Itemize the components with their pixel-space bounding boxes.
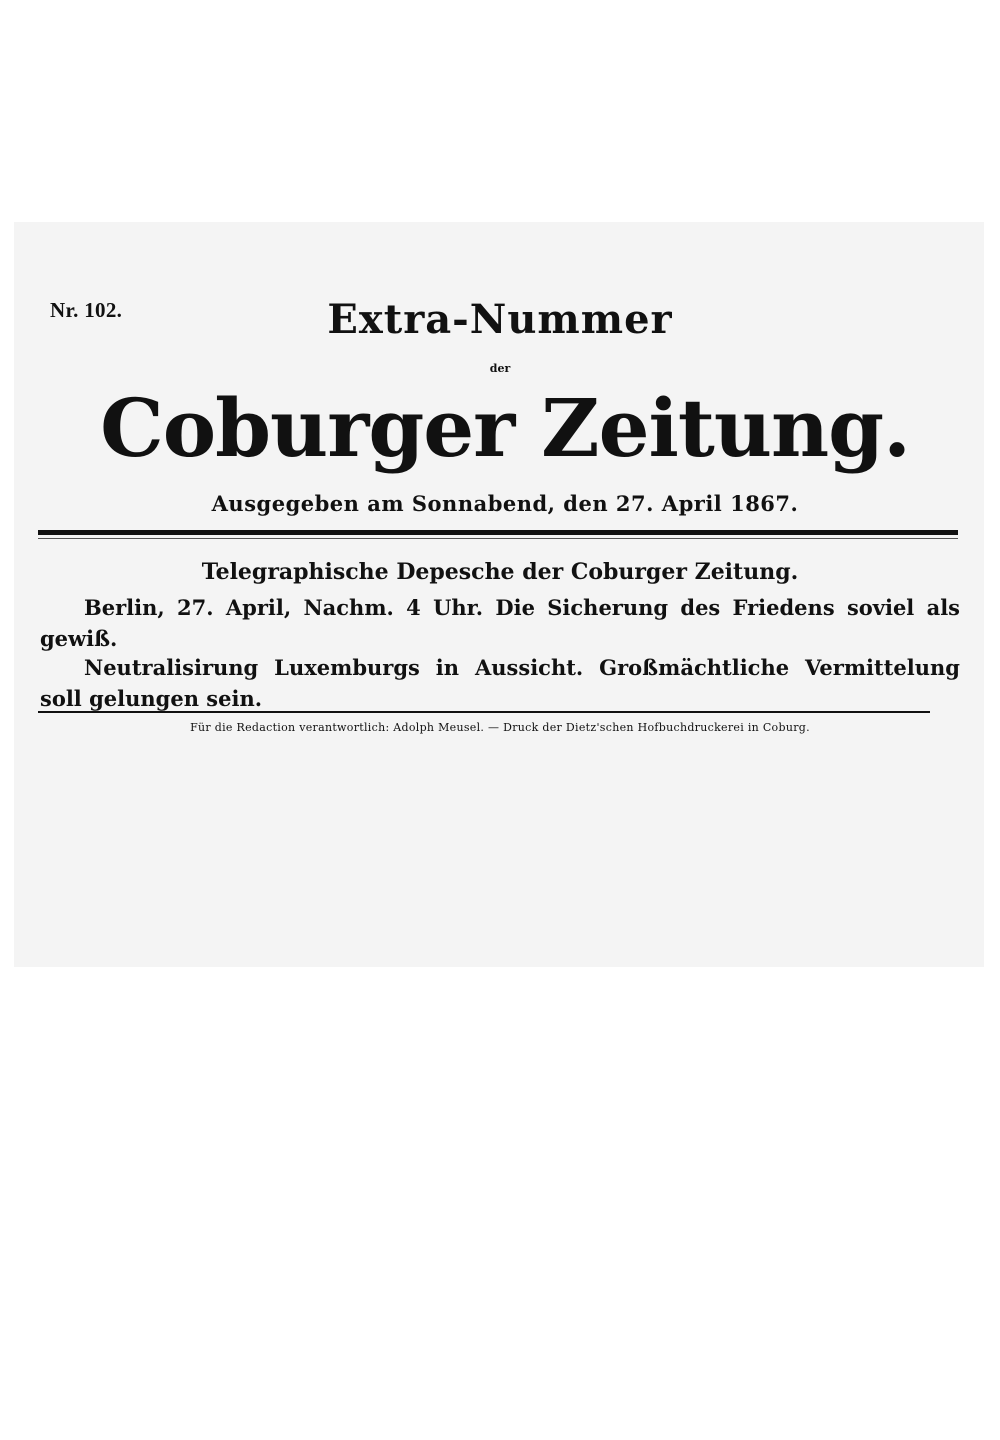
issue-number: Nr. 102. xyxy=(50,298,123,322)
masthead-der: der xyxy=(489,362,511,375)
issue-date-line: Ausgegeben am Sonnabend, den 27. April 1867. xyxy=(211,491,799,516)
newspaper-name: Coburger Zeitung. xyxy=(100,381,910,475)
bottom-divider-rule xyxy=(38,711,930,713)
imprint-line: Für die Redaction verantwortlich: Adolph Meusel. — Druck der Dietz'schen Hofbuchdruckerei in Coburg. xyxy=(190,721,810,734)
dispatch-paragraph-1: Berlin, 27. April, Nachm. 4 Uhr. Die Sicherung des Friedens soviel als gewiß. xyxy=(40,595,960,651)
top-divider-rule xyxy=(38,530,958,535)
dispatch-heading: Telegraphische Depesche der Coburger Zeitung. xyxy=(201,559,799,585)
dispatch-paragraph-2: Neutralisirung Luxemburgs in Aussicht. Großmächtliche Vermittelung soll gelungen sein. xyxy=(40,655,960,711)
top-divider-thin-rule xyxy=(38,538,958,539)
masthead-extra-title: Extra-Nummer xyxy=(327,296,673,343)
